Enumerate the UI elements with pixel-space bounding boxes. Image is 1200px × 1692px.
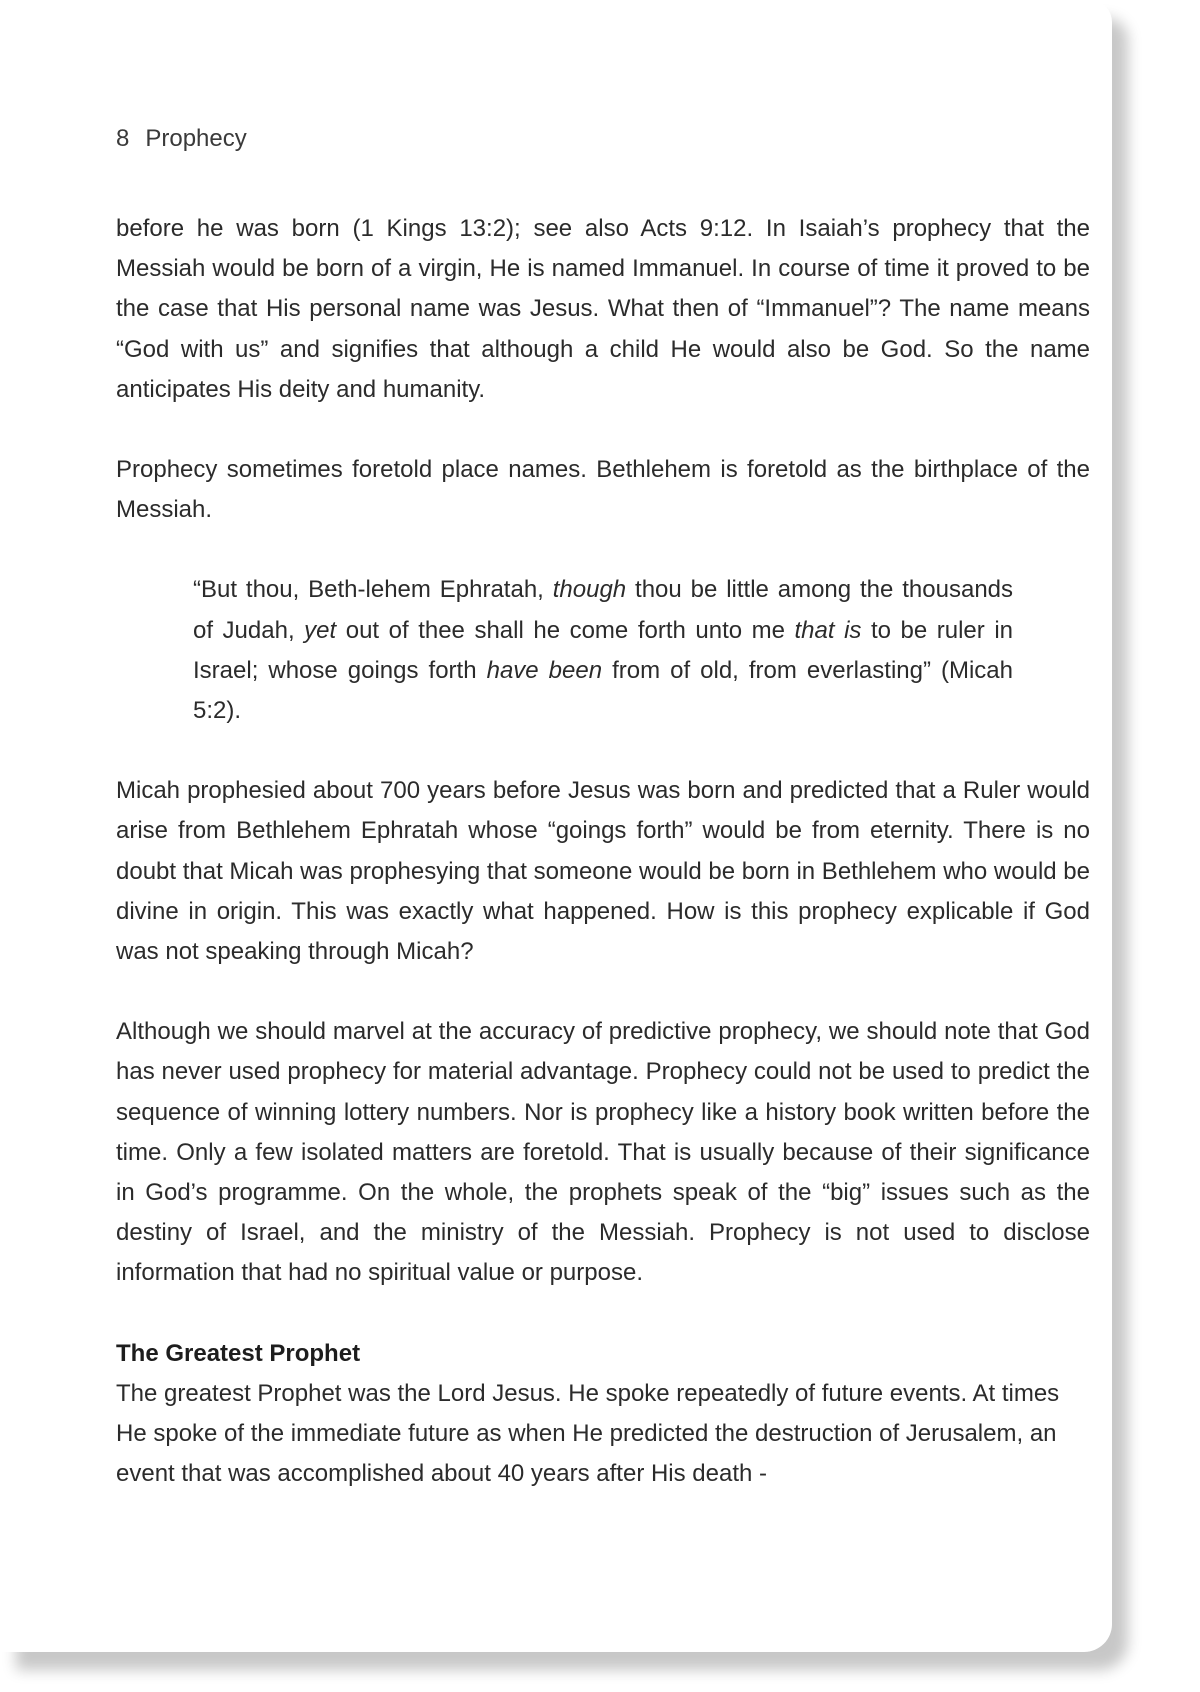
running-header [116, 124, 247, 154]
paragraph: Although we should marvel at the accuracy of predictive prophecy, we should note that God has never used prophecy for material advantage. Prophecy could not be used to predict the sequence of winning lottery numbers. Nor is prophecy like a history book written before the time. Only a few isolated matters are foretold. That is usually because of their significance in God’s programme. On the whole, the prophets speak of the “big” issues such as the destiny of Israel, and the ministry of the Messiah. Prophecy is not used to disclose information that had no spiritual value or purpose. [116, 1018, 1090, 1287]
quote-text: “But thou, Beth-lehem Ephratah, [193, 576, 553, 604]
quote-italic: though [552, 576, 627, 604]
quote-italic: yet [304, 616, 337, 644]
section-heading: The Greatest Prophet [116, 1339, 361, 1367]
paragraph: Prophecy sometimes foretold place names. Bethlehem is foretold as the birthplace of the Messiah. [116, 456, 1090, 524]
quote-text: to be ruler in Israel; whose goings forth [193, 616, 1013, 684]
paragraph: before he was born (1 Kings 13:2); see also Acts 9:12. In Isaiah’s prophecy that the Messiah would be born of a virgin, He is named Immanuel. In course of time it proved to be the case that His personal name was Jesus. What then of “Immanuel”? The name means “God with us” and signifies that although a child He would also be God. So the name anticipates His deity and humanity. [116, 215, 1090, 403]
paragraph: The greatest Prophet was the Lord Jesus. He spoke repeatedly of future events. At times He spoke of the immediate future as when He predicted the destruction of Jerusalem, an event that was accomplished about 40 years after His death - [116, 1379, 1060, 1488]
body-text [116, 209, 1090, 1494]
block-quote [193, 570, 1013, 731]
quote-text: from of old, from everlasting” (Micah 5:2). [193, 656, 1013, 725]
quote-italic: that is [794, 616, 862, 644]
quote-text: thou be little among the thousands of Judah, [193, 576, 1014, 644]
page-number: 8 [116, 125, 130, 152]
running-title: Prophecy [145, 125, 247, 152]
quote-text: out of thee shall he come forth unto me [336, 616, 795, 644]
paragraph: Micah prophesied about 700 years before Jesus was born and predicted that a Ruler would arise from Bethlehem Ephratah whose “goings forth” would be from eternity. There is no doubt that Micah was prophesying that someone would be born in Bethlehem who would be divine in origin. This was exactly what happened. How is this prophecy explicable if God was not speaking through Micah? [116, 777, 1090, 966]
quote-italic: have been [486, 656, 603, 684]
